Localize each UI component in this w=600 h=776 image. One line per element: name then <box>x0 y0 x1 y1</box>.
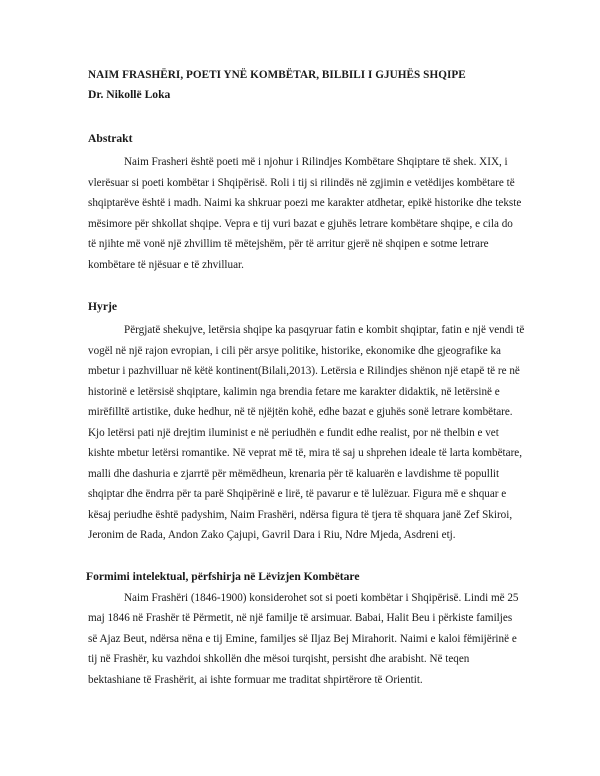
formimi-line: së Ajaz Beut, ndërsa nëna e tij Emine, familjes së Iljaz Bej Mirahorit. Naimi e kaloi fëmijërinë e <box>88 632 517 645</box>
abstract-heading: Abstrakt <box>88 132 133 145</box>
intro-line: kësaj periudhe është padyshim, Naim Frashëri, ndërsa figura të tjera të shquara janë Zef Skiroi, <box>88 508 513 521</box>
abstract-line: kombëtare të njësuar e të zhvilluar. <box>88 258 244 271</box>
intro-line: malli dhe dashuria e zjarrtë për mëmëdheun, krenaria për të kaluarën e lavdishme të popullit <box>88 467 500 480</box>
formimi-heading: Formimi intelektual, përfshirja në Lëvizjen Kombëtare <box>86 569 360 583</box>
abstract-line: shqiptarëve është i madh. Naimi ka shkruar poezi me karakter atdhetar, epikë historike dhe tekste <box>88 197 522 209</box>
intro-line: Përgjatë shekujve, letërsia shqipe ka pasqyruar fatin e kombit shqiptar, fatin e një vendi të <box>124 324 525 336</box>
document-page <box>88 68 528 690</box>
abstract-line: mësimore për shkollat shqipe. Vepra e tij vuri bazat e gjuhës letrare kombëtare shqipe, e cila do <box>88 217 513 230</box>
abstract-line: Naim Frasheri është poeti më i njohur i Rilindjes Kombëtare Shqiptare të shek. XIX, i <box>124 156 508 168</box>
intro-paragraph <box>88 320 528 546</box>
abstract-line: vlerësuar si poeti kombëtar i Shqipërisë. Roli i tij si rilindës në zgjimin e vetëdijes kombëtare të <box>88 176 515 189</box>
intro-line: kishte mbetur letërsi romantike. Në veprat më të, mira të saj u shprehen ideale të larta kombëtare, <box>88 447 523 459</box>
formimi-line: bektashiane të Frashërit, ai ishte formuar me traditat shpirtërore të Orientit. <box>88 673 423 686</box>
intro-heading: Hyrje <box>88 300 117 313</box>
document-title: NAIM FRASHËRI, POETI YNË KOMBËTAR, BILBILI I GJUHËS SHQIPE <box>88 69 466 81</box>
abstract-paragraph <box>88 152 528 275</box>
intro-line: historinë e letërsisë shqiptare, kalimin nga brendia fetare me karakter didaktik, në letërsinë e <box>88 385 500 398</box>
intro-line: mbetur i pazhvilluar në këtë kontinent(Bilali,2013). Letërsia e Rilindjes shënon një etapë të re në <box>88 365 520 377</box>
intro-line: shqiptar dhe ëndrra për ta parë Shqipërinë e lirë, të pavarur e të lulëzuar. Figura më e shquar e <box>88 488 507 500</box>
abstract-line: të njihte më vonë një zhvillim të mëtejshëm, për të arritur gjerë në shqipen e sotme letrare <box>88 238 489 250</box>
document-author: Dr. Nikollë Loka <box>88 88 171 101</box>
intro-line: mirëfilltë artistike, duke hedhur, në të njëjtën kohë, edhe bazat e gjuhës sonë letrare kombëtare. <box>88 406 513 418</box>
intro-line: Kjo letërsi pati një drejtim iluminist e në periudhën e fundit edhe realist, por në thelbin e vet <box>88 426 499 439</box>
intro-line: vogël në një rajon evropian, i cili për arsye politike, historike, ekonomike dhe gjeografike ka <box>88 344 501 357</box>
formimi-line: maj 1846 në Frashër të Përmetit, në një familje të arsimuar. Babai, Halit Beu i përkiste familjes <box>88 612 513 624</box>
formimi-line: tij në Frashër, ku vazhdoi shkollën dhe mësoi turqisht, persisht dhe arabisht. Në teqen <box>88 653 470 665</box>
formimi-line: Naim Frashëri (1846-1900) konsiderohet sot si poeti kombëtar i Shqipërisë. Lindi më 25 <box>124 591 519 604</box>
intro-line: Jeronim de Rada, Andon Zako Çajupi, Gavril Dara i Riu, Ndre Mjeda, Asdreni etj. <box>88 529 456 541</box>
formimi-paragraph <box>88 588 528 691</box>
